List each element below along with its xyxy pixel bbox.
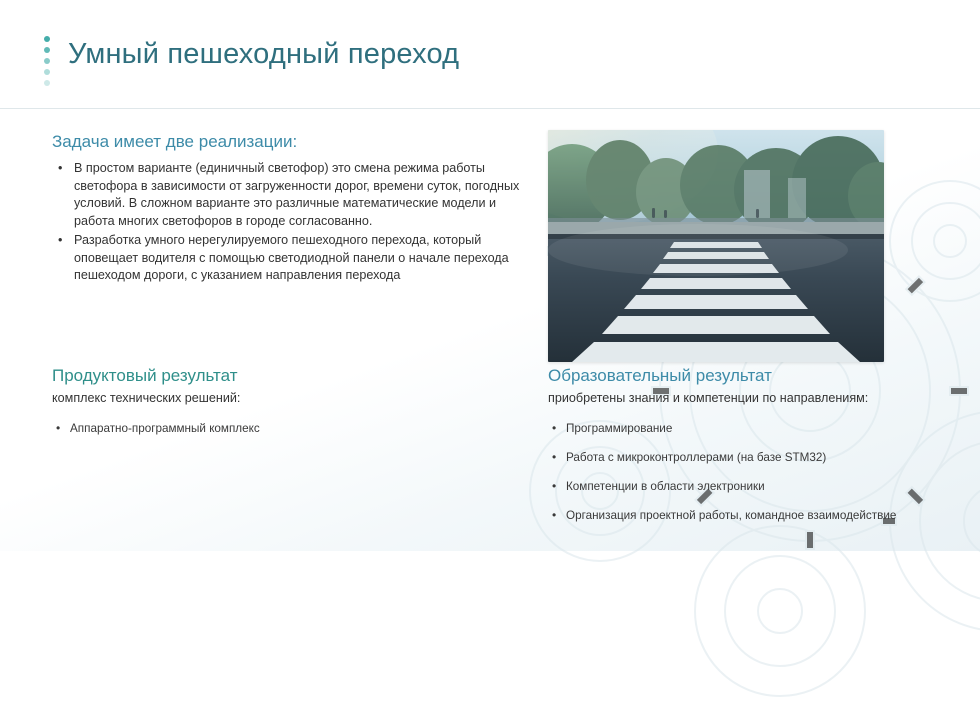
list-item: • Компетенции в области электроники	[548, 479, 948, 495]
list-item: • В простом варианте (единичный светофор) это смена режима работы светофора в зависимости от загруженности дорог, времени суток, погодных условий. В сложном варианте это различные математические модели и работа многих светофоров в городе согласованно.	[52, 160, 532, 230]
task-bullet-list	[52, 160, 532, 285]
list-item: • Организация проектной работы, командное взаимодействие	[548, 508, 948, 524]
task-subheading: Задача имеет две реализации:	[52, 132, 298, 151]
education-result-list	[548, 421, 948, 524]
education-result-section	[548, 366, 948, 537]
list-item: • Аппаратно-программный комплекс	[52, 421, 522, 437]
list-item: • Работа с микроконтроллерами (на базе STM32)	[548, 450, 948, 466]
list-item: • Разработка умного нерегулируемого пешеходного перехода, который оповещает водителя с помощью светодиодной панели о начале перехода пешеходом дороги, с указанием направления перехода	[52, 232, 532, 285]
product-result-list	[52, 421, 522, 437]
vertical-dots-icon	[44, 36, 54, 82]
product-result-subtitle: комплекс технических решений:	[52, 391, 241, 405]
page-title: Умный пешеходный переход	[68, 38, 460, 70]
header-divider	[0, 108, 980, 109]
product-result-title: Продуктовый результат	[52, 366, 238, 385]
task-section	[52, 132, 532, 287]
product-result-section	[52, 366, 522, 450]
crosswalk-photo	[548, 130, 884, 362]
education-result-title: Образовательный результат	[548, 366, 772, 385]
slide-header	[0, 0, 980, 108]
education-result-subtitle: приобретены знания и компетенции по направлениям:	[548, 391, 869, 405]
list-item: • Программирование	[548, 421, 948, 437]
